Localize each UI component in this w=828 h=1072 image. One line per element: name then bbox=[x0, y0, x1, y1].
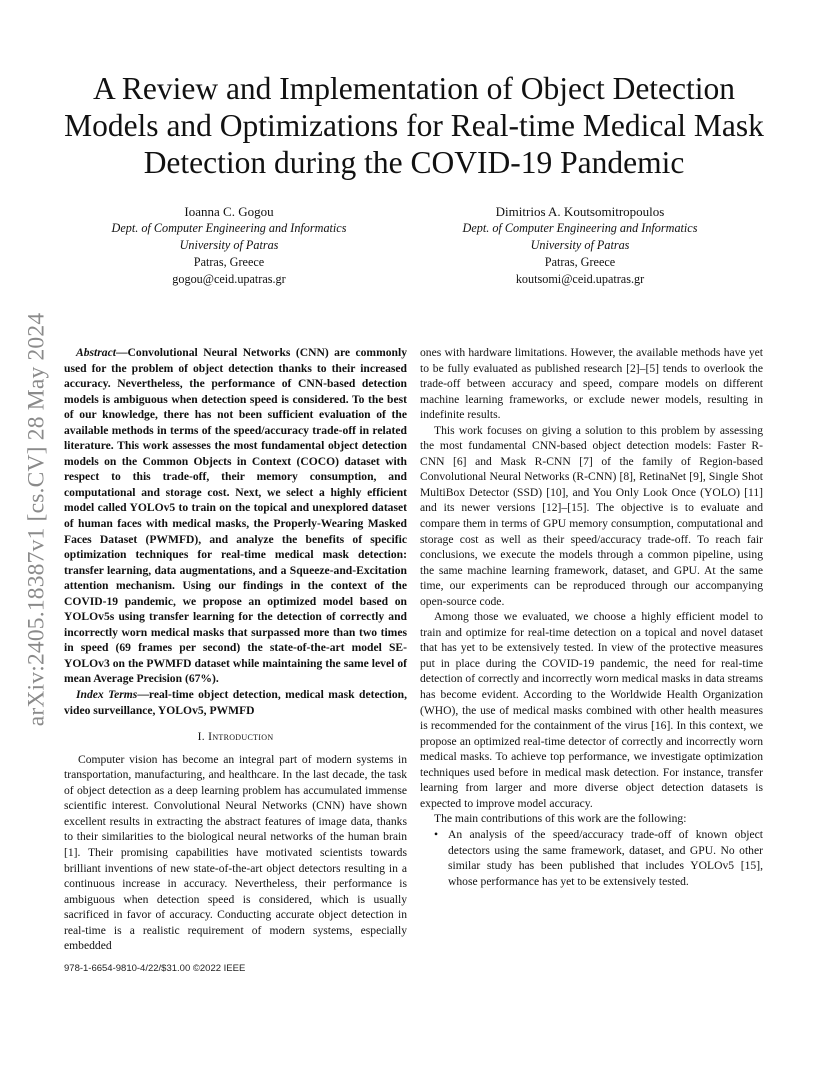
author-university: University of Patras bbox=[530, 238, 630, 252]
author-block-2 bbox=[430, 203, 730, 288]
intro-paragraph: Computer vision has become an integral part of modern systems in transportation, manufacturing, and healthcare. In the last decade, the task of object detection as a deep learning problem has accumulated immense scientific interest. Convolutional Neural Networks (CNN) have shown excellent results in extracting the abstract features of image data, thanks to their similarities to the biological neural networks of the human brain [1]. Their promising capabilities have motivated scientists towards brilliant inventions of new state-of-the-art object detectors resulting in a continuous increase in accuracy. Nevertheless, their performance is ambiguous when detection speed is considered, which is usually sacrificed in favor of accuracy. Conducting accurate object detection in real-time is a realistic requirement of modern systems, especially embedded bbox=[64, 752, 407, 953]
index-terms-text: —real-time object detection, medical mask detection, video surveillance, YOLOv5, PWMFD bbox=[64, 688, 407, 717]
author-name: Ioanna C. Gogou bbox=[184, 204, 274, 219]
author-block-1 bbox=[104, 203, 354, 288]
section-title: Introduction bbox=[208, 730, 274, 744]
author-dept: Dept. of Computer Engineering and Informatics bbox=[111, 221, 347, 235]
abstract-text: —Convolutional Neural Networks (CNN) are commonly used for the problem of object detection thanks to their increased accuracy. Nevertheless, the performance of CNN-based detection models is ambiguous when detection speed is considered. To the best of our knowledge, there has not been sufficient evaluation of the available methods in terms of the speed/accuracy trade-off in related literature. This work assesses the most fundamental object detection models on the Common Objects in Context (COCO) dataset with respect to this trade-off, their memory consumption, and computational and storage cost. Next, we select a highly efficient model called YOLOv5 to train on the topical and unexplored dataset of human faces with medical masks, the Properly-Wearing Masked Faces Dataset (PWMFD), and analyze the benefits of specific optimization techniques for real-time medical mask detection: transfer learning, data augmentations, and a Squeeze-and-Excitation attention mechanism. Using our findings in the context of the COVID-19 pandemic, we propose an optimized model based on YOLOv5s using transfer learning for the detection of correctly and incorrectly worn medical masks that surpassed more than two times in speed (69 frames per second) the state-of-the-art model SE-YOLOv3 on the PWMFD dataset while maintaining the same level of mean Average Precision (67%). bbox=[64, 346, 407, 686]
arxiv-stamp bbox=[20, 278, 54, 760]
paper-title: A Review and Implementation of Object Detection Models and Optimizations for Real-time Medical Mask Detection during the COVID-19 Pandemic bbox=[64, 71, 764, 180]
abstract bbox=[64, 345, 407, 687]
arxiv-stamp-text: arXiv:2405.18387v1 [cs.CV] 28 May 2024 bbox=[23, 312, 50, 726]
author-email: koutsomi@ceid.upatras.gr bbox=[515, 272, 645, 286]
section-heading-introduction bbox=[64, 729, 407, 745]
author-location: Patras, Greece bbox=[544, 255, 616, 269]
author-university: University of Patras bbox=[179, 238, 279, 252]
right-column bbox=[420, 345, 763, 889]
index-terms-label: Index Terms bbox=[76, 688, 138, 702]
abstract-label: Abstract bbox=[76, 346, 116, 359]
author-email: gogou@ceid.upatras.gr bbox=[172, 272, 286, 286]
list-item: • An analysis of the speed/accuracy trade-off of known object detectors using the same framework, dataset, and GPU. No other similar study has been published that includes YOLOv5 [15], whose performance has yet to be extensively tested. bbox=[448, 827, 763, 889]
intro-paragraph: Among those we evaluated, we choose a highly efficient model to train and optimize for real-time detection on a topical and novel dataset that has yet to be extensively tested. In view of the protective measures put in place during the COVID-19 pandemic, the need for real-time detection of correctly and incorrectly worn medical masks in data streams has become evident. According to the Worldwide Health Organization (WHO), the use of medical masks combined with other health measures is recommended for the containment of the virus [16]. In this context, we propose an optimized real-time detector of correctly and incorrectly worn medical masks. To achieve top performance, we investigate optimization techniques used before in medical mask detection. For instance, transfer learning from larger and more diverse object detection datasets is expected to improve model accuracy. bbox=[420, 610, 763, 810]
author-name: Dimitrios A. Koutsomitropoulos bbox=[495, 204, 665, 219]
intro-paragraph-continued: ones with hardware limitations. However, the available methods have yet to be fully evaluated as published research [2]–[5] tends to overlook the trade-off between accuracy and speed, compare models on different machine learning frameworks, or exclude newer models, resulting in indefinite results. bbox=[420, 346, 763, 422]
index-terms bbox=[64, 687, 407, 718]
contributions-list bbox=[420, 827, 763, 889]
left-column bbox=[64, 345, 407, 954]
author-dept: Dept. of Computer Engineering and Informatics bbox=[462, 221, 698, 235]
intro-paragraph: This work focuses on giving a solution to this problem by assessing the most fundamental CNN-based object detection models: Faster R-CNN [6] and Mask R-CNN [7] of the family of Region-based Convolutional Neural Networks (R-CNN) [8], RetinaNet [9], Single Shot MultiBox Detector (SSD) [10], and You Only Look Once (YOLO) [11] and its newer versions [12]–[15]. The objective is to evaluate and compare them in terms of GPU memory consumption, computational and storage cost as well as their speed/accuracy trade-off. To reach fair conclusions, we execute the models through a common pipeline, using the same machine learning framework, dataset, and GPU. At the same time, our experiments can be reproduced through our accompanying open-source code. bbox=[420, 423, 763, 608]
section-number: I. bbox=[197, 730, 205, 744]
contributions-lead: The main contributions of this work are the following: bbox=[434, 812, 687, 826]
copyright-footer: 978-1-6654-9810-4/22/$31.00 ©2022 IEEE bbox=[64, 963, 246, 974]
author-location: Patras, Greece bbox=[193, 255, 265, 269]
